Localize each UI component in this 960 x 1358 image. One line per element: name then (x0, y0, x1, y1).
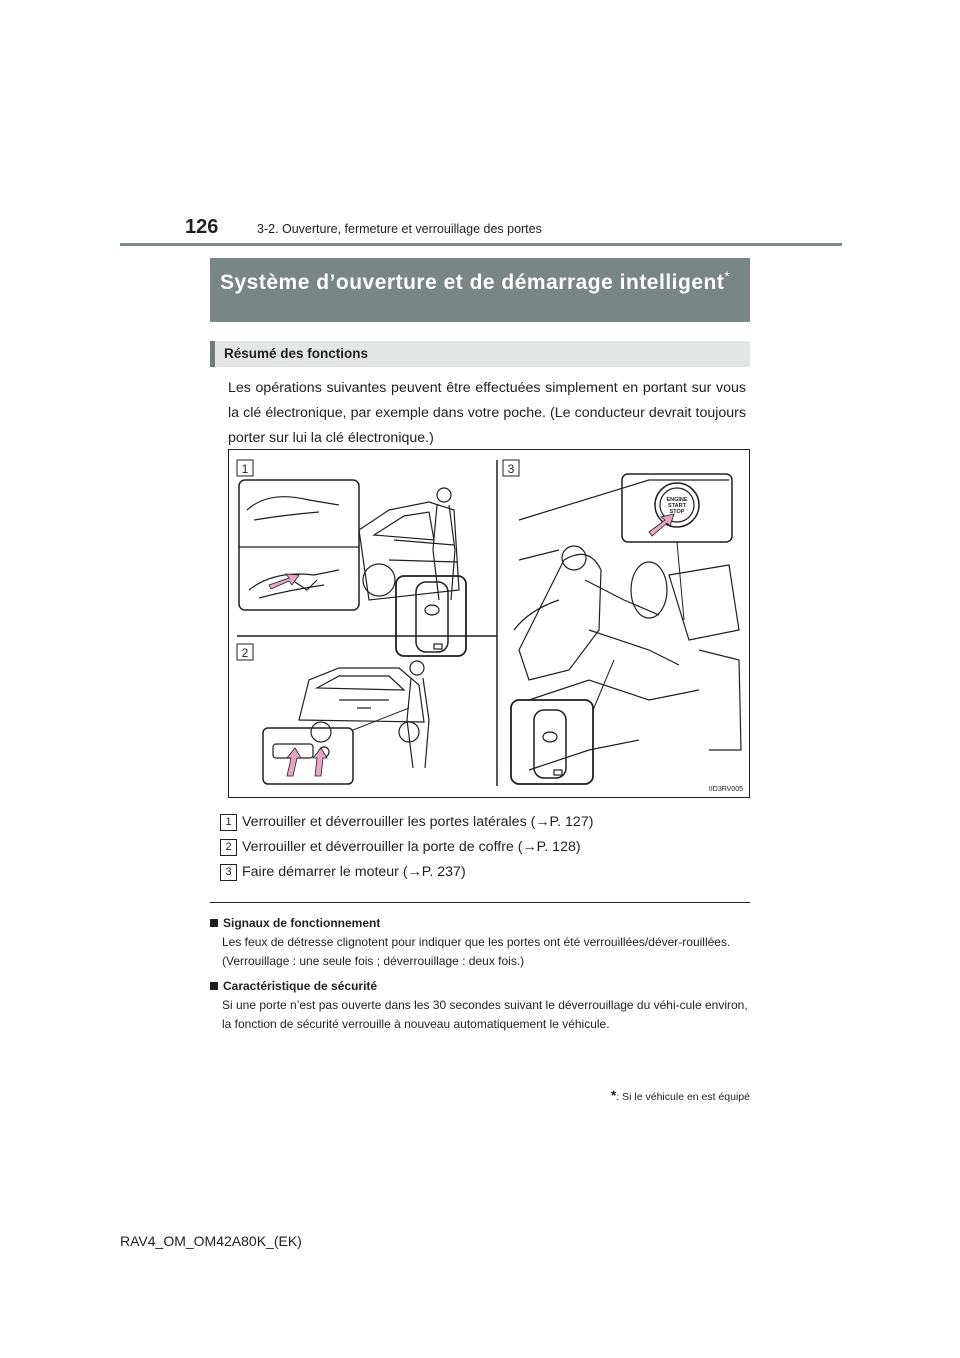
document-code: RAV4_OM_OM42A80K_(EK) (120, 1233, 302, 1249)
callout-2: 2 (241, 646, 249, 660)
button-text-engine: ENGINE (666, 497, 688, 503)
footnote-asterisk: * (610, 1087, 617, 1103)
note-signals (210, 914, 750, 971)
subsection-bar (210, 341, 215, 367)
square-bullet-icon (210, 919, 218, 927)
section-title-text: Système d’ouverture et de démarrage intelligent (220, 271, 725, 294)
note-security (210, 977, 750, 1034)
figure-code: IID3RV005 (708, 786, 743, 793)
footnote (611, 1087, 750, 1103)
step-text: Verrouiller et déverrouiller la porte de coffre (→P. 128) (242, 839, 581, 855)
illustration-figure (228, 449, 750, 798)
step-number: 3 (220, 864, 237, 881)
note-heading: Signaux de fonctionnement (210, 914, 750, 933)
subsection-header (210, 341, 750, 367)
callout-3: 3 (507, 462, 515, 476)
section-divider (210, 902, 750, 903)
step-text: Verrouiller et déverrouiller les portes latérales (→P. 127) (242, 814, 594, 830)
callout-1: 1 (241, 462, 249, 476)
button-text-stop: STOP (669, 509, 685, 515)
square-bullet-icon (210, 982, 218, 990)
equipment-asterisk: * (724, 268, 731, 284)
step-text: Faire démarrer le moteur (→P. 237) (242, 864, 466, 880)
footnote-text: : Si le véhicule en est équipé (616, 1091, 750, 1103)
step-number: 2 (220, 839, 237, 856)
step-number: 1 (220, 814, 237, 831)
note-body: Les feux de détresse clignotent pour indiquer que les portes ont été verrouillées/déver-rouillées. (Verrouillage : une seule fois ; déverrouillage : deux fois.) (222, 935, 731, 968)
page-number: 126 (185, 216, 219, 238)
note-body: Si une porte n’est pas ouverte dans les 30 secondes suivant le déverrouillage du véhi-cule environ, la fonction de sécurité verrouille à nouveau automatiquement le véhicule. (222, 998, 748, 1031)
intro-paragraph: Les opérations suivantes peuvent être effectuées simplement en portant sur vous la clé électronique, par exemple dans votre poche. (Le conducteur devrait toujours porter sur lui la clé électronique.) (228, 380, 746, 446)
illustration-drawing (229, 450, 751, 799)
button-text-start: START (668, 503, 686, 509)
section-title (220, 262, 740, 297)
chapter-title: 3-2. Ouverture, fermeture et verrouillage des portes (257, 222, 542, 236)
note-heading: Caractéristique de sécurité (210, 977, 750, 996)
section-title-box (210, 258, 750, 322)
subsection-label: Résumé des fonctions (224, 346, 369, 361)
header-rule (120, 243, 842, 246)
